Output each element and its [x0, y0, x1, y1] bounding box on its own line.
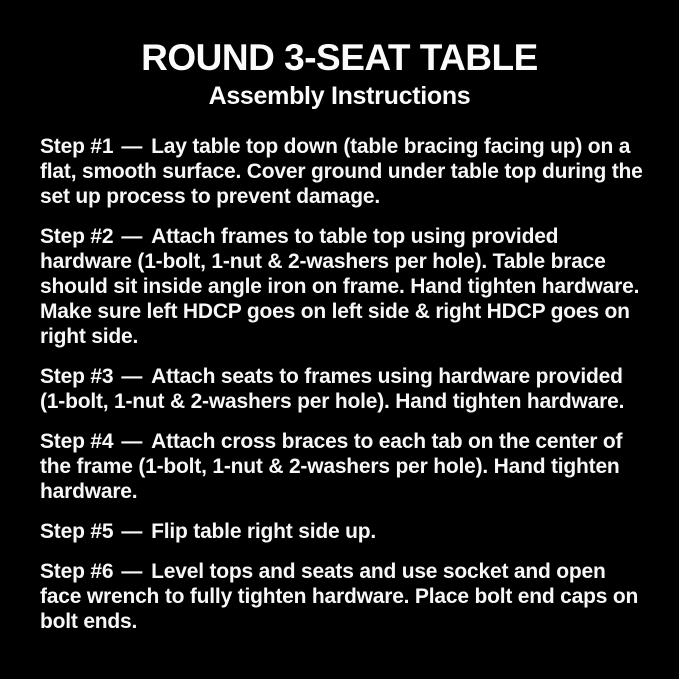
- em-dash: —: [121, 520, 143, 543]
- page-title: ROUND 3-SEAT TABLE: [141, 37, 538, 78]
- step-paragraph-2: [40, 224, 645, 349]
- step-label: Step #1: [40, 135, 114, 158]
- step-label: Step #3: [40, 365, 114, 388]
- step-text: Lay table top down (table bracing facing up) on a flat, smooth surface. Cover ground under table top during the set up process to prevent damage.: [40, 135, 643, 208]
- steps-list: [0, 134, 679, 634]
- step-text: Flip table right side up.: [151, 520, 376, 543]
- header: [0, 0, 679, 110]
- step-text: Level tops and seats and use socket and open face wrench to fully tighten hardware. Place bolt end caps on bolt ends.: [40, 560, 639, 633]
- em-dash: —: [121, 560, 143, 583]
- step-text: Attach seats to frames using hardware provided (1-bolt, 1-nut & 2-washers per hole). Hand tighten hardware.: [40, 365, 625, 413]
- em-dash: —: [121, 365, 143, 388]
- step-paragraph-6: [40, 559, 645, 634]
- step-label: Step #4: [40, 430, 114, 453]
- step-paragraph-5: [40, 519, 645, 544]
- page-subtitle: Assembly Instructions: [208, 82, 471, 110]
- em-dash: —: [121, 430, 143, 453]
- step-paragraph-3: [40, 364, 645, 414]
- em-dash: —: [121, 135, 143, 158]
- step-label: Step #2: [40, 225, 114, 248]
- step-text: Attach frames to table top using provided hardware (1-bolt, 1-nut & 2-washers per hole). Table brace should sit inside angle iron on frame. Hand tighten hardware. Make sure left HDCP goes on left side & right HDCP goes on right side.: [40, 225, 640, 348]
- step-label: Step #5: [40, 520, 114, 543]
- step-paragraph-1: [40, 134, 645, 209]
- step-label: Step #6: [40, 560, 114, 583]
- step-paragraph-4: [40, 429, 645, 504]
- em-dash: —: [121, 225, 143, 248]
- step-text: Attach cross braces to each tab on the center of the frame (1-bolt, 1-nut & 2-washers per hole). Hand tighten hardware.: [40, 430, 623, 503]
